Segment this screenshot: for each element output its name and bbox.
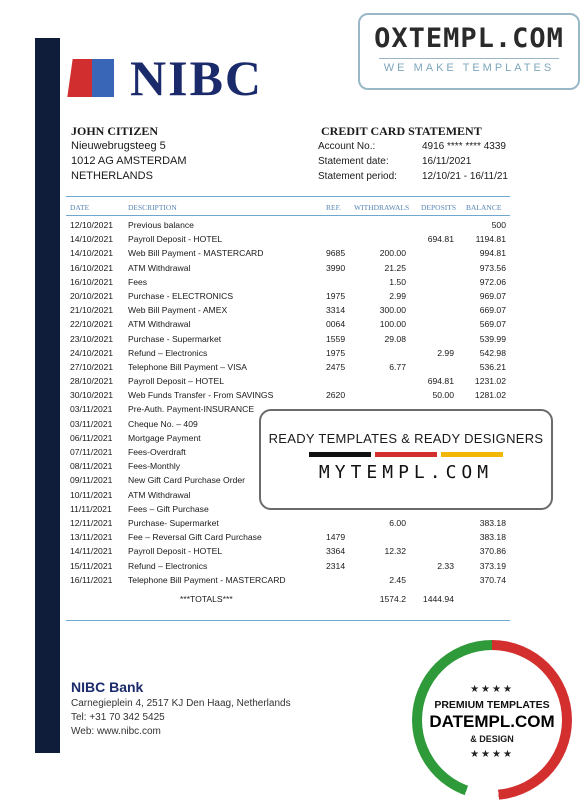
row-balance: 969.07 [479,290,506,301]
header-description: DESCRIPTION [128,203,177,212]
row-balance: 1194.81 [475,234,506,245]
row-date: 09/11/2021 [70,475,113,486]
watermark-oxtempl [358,13,580,90]
header-withdrawals: WITHDRAWALS [354,203,410,212]
row-balance: 972.06 [479,276,506,287]
row-description: Fee – Reversal Gift Card Purchase [128,532,262,543]
table-row [0,360,580,374]
table-row [0,218,580,232]
row-date: 22/10/2021 [70,319,114,330]
row-date: 16/10/2021 [70,262,114,273]
row-withdrawal: 100.00 [379,319,406,330]
watermark-mid-line2: MYTEMPL.COM [318,462,494,483]
table-row [0,303,580,317]
statement-title: CREDIT CARD STATEMENT [321,124,482,138]
row-description: Mortgage Payment [128,432,201,443]
row-description: Refund – Electronics [128,347,208,358]
row-balance: 669.07 [479,305,506,316]
table-row [0,559,580,573]
table-row [0,530,580,544]
watermark-color-bars [261,452,551,457]
totals-deposits: 1444.94 [422,594,454,604]
table-row [0,346,580,360]
row-withdrawal: 12.32 [384,546,406,557]
badge-line2: DATEMPL.COM [429,712,555,731]
row-date: 10/11/2021 [70,489,113,500]
row-description: Purchase - ELECTRONICS [128,290,234,301]
row-description: Payroll Deposit - HOTEL [128,546,223,557]
nibc-logo [70,50,264,106]
row-ref: 1975 [326,290,346,301]
header-date: DATE [70,203,90,212]
customer-city: 1012 AG AMSTERDAM [71,155,187,167]
table-row [0,516,580,530]
transactions-table [0,218,580,587]
row-balance: 994.81 [479,248,506,259]
row-date: 12/10/2021 [70,220,114,230]
row-withdrawal: 21.25 [384,262,406,273]
row-description: ATM Withdrawal [128,489,191,500]
customer-country: NETHERLANDS [71,170,153,182]
row-withdrawal: 1.50 [389,276,406,287]
row-ref: 1479 [326,532,346,543]
row-date: 12/11/2021 [70,517,113,528]
row-balance: 973.56 [479,262,506,273]
row-ref: 2314 [326,560,346,571]
statement-date-value: 16/11/2021 [422,156,472,167]
row-deposit: 694.81 [427,234,454,245]
row-date: 14/10/2021 [70,234,114,245]
account-value: 4916 **** **** 4339 [422,141,506,152]
row-ref: 1559 [326,333,346,344]
header-balance: BALANCE [466,203,502,212]
row-date: 21/10/2021 [70,305,114,316]
row-description: Payroll Deposit – HOTEL [128,376,224,387]
badge-line3: & DESIGN [470,734,514,744]
row-withdrawal: 6.77 [389,361,406,372]
row-date: 08/11/2021 [70,461,113,472]
row-description: Web Bill Payment - AMEX [128,305,228,316]
watermark-mytempl [259,409,553,510]
row-date: 28/10/2021 [70,376,114,387]
footer-contact [71,697,291,739]
row-deposit: 2.33 [437,560,454,571]
watermark-brand: OXTEMPL.COM [374,23,564,54]
row-date: 16/10/2021 [70,276,114,287]
row-balance: 1281.02 [474,390,506,401]
row-date: 14/11/2021 [70,546,113,557]
row-date: 27/10/2021 [70,361,114,372]
row-withdrawal: 2.45 [389,574,406,585]
table-row [0,388,580,402]
row-description: New Gift Card Purchase Order [128,475,246,486]
row-date: 03/11/2021 [70,404,113,415]
table-row [0,261,580,275]
statement-period-value: 12/10/21 - 16/11/21 [422,171,508,182]
row-ref: 3364 [326,546,346,557]
row-date: 23/10/2021 [70,333,114,344]
footer-bank-name: NIBC Bank [71,679,144,695]
row-balance: 542.98 [479,347,506,358]
row-withdrawal: 6.00 [389,517,406,528]
row-date: 24/10/2021 [70,347,114,358]
header-ref: REF. [326,203,342,212]
table-row [0,289,580,303]
row-ref: 0064 [326,319,346,330]
row-ref: 2620 [326,390,346,401]
row-description: ATM Withdrawal [128,319,191,330]
row-balance: 1231.02 [474,376,506,387]
row-description: Purchase- Supermarket [128,517,219,528]
totals-label: ***TOTALS*** [180,594,233,604]
row-description: Fees-Overdraft [128,447,186,457]
premium-templates-badge [412,640,572,800]
row-description: ATM Withdrawal [128,262,191,273]
row-description: Fees-Monthly [128,461,181,472]
row-balance: 569.07 [479,319,506,330]
row-withdrawal: 300.00 [379,305,406,316]
table-row [0,275,580,289]
row-withdrawal: 29.08 [384,333,406,344]
table-top-rule [66,196,510,197]
row-description: Pre-Auth. Payment-INSURANCE [128,404,255,415]
row-description: Telephone Bill Payment – VISA [128,361,247,372]
row-description: Previous balance [128,220,194,230]
row-date: 11/11/2021 [70,503,112,514]
table-row [0,232,580,246]
logo-mark-icon [70,59,114,97]
row-description: Cheque No. – 409 [128,418,198,429]
table-row [0,544,580,558]
row-description: Web Funds Transfer - From SAVINGS [128,390,274,401]
row-balance: 383.18 [479,532,506,543]
badge-stars-top: ★★★★ [470,684,514,695]
row-balance: 383.18 [479,517,506,528]
customer-street: Nieuwebrugsteeg 5 [71,140,166,152]
footer-tel: Tel: +31 70 342 5425 [71,712,165,723]
row-deposit: 2.99 [437,347,454,358]
totals-withdrawals: 1574.2 [379,594,406,604]
footer-address: Carnegieplein 4, 2517 KJ Den Haag, Netherlands [71,698,291,709]
badge-stars-bottom: ★★★★ [470,749,514,760]
table-row [0,317,580,331]
customer-name: JOHN CITIZEN [71,124,159,138]
row-deposit: 50.00 [432,390,454,401]
row-withdrawal: 200.00 [379,248,406,259]
row-ref: 1975 [326,347,346,358]
table-header-rule [66,215,510,216]
logo-text: NIBC [130,50,264,106]
row-ref: 3314 [326,305,346,316]
statement-period-label: Statement period: [318,171,397,182]
row-date: 06/11/2021 [70,432,113,443]
row-description: Fees – Gift Purchase [128,503,209,514]
row-balance: 370.86 [479,546,506,557]
row-balance: 536.21 [479,361,506,372]
row-balance: 370.74 [479,574,506,585]
row-date: 03/11/2021 [70,418,113,429]
row-balance: 539.99 [479,333,506,344]
row-deposit: 694.81 [427,376,454,387]
row-description: Payroll Deposit - HOTEL [128,234,223,245]
table-row [0,573,580,587]
row-balance: 373.19 [479,560,506,571]
row-description: Web Bill Payment - MASTERCARD [128,248,264,259]
statement-info [318,124,508,184]
table-header [66,200,510,216]
row-ref: 3990 [326,262,346,273]
row-description: Fees [128,276,148,287]
row-description: Refund – Electronics [128,560,208,571]
row-date: 16/11/2021 [70,574,113,585]
row-date: 15/11/2021 [70,560,113,571]
table-row [0,246,580,260]
row-date: 14/10/2021 [70,248,114,259]
footer-web: Web: www.nibc.com [71,726,161,737]
watermark-mid-line1: READY TEMPLATES & READY DESIGNERS [268,431,544,446]
row-ref: 9685 [326,248,346,259]
row-date: 13/11/2021 [70,532,113,543]
row-date: 20/10/2021 [70,290,114,301]
badge-line1: PREMIUM TEMPLATES [434,699,550,711]
table-bottom-rule [66,620,510,621]
table-row [0,374,580,388]
statement-date-label: Statement date: [318,156,389,167]
watermark-tagline: WE MAKE TEMPLATES [383,62,555,74]
row-description: Purchase - Supermarket [128,333,222,344]
row-date: 07/11/2021 [70,447,113,457]
totals-row [0,594,580,608]
account-label: Account No.: [318,141,376,152]
row-balance: 500 [491,220,506,230]
row-withdrawal: 2.99 [389,290,406,301]
row-description: Telephone Bill Payment - MASTERCARD [128,574,286,585]
header-deposits: DEPOSITS [421,203,457,212]
row-ref: 2475 [326,361,346,372]
row-date: 30/10/2021 [70,390,114,401]
customer-address [71,124,187,184]
table-row [0,332,580,346]
